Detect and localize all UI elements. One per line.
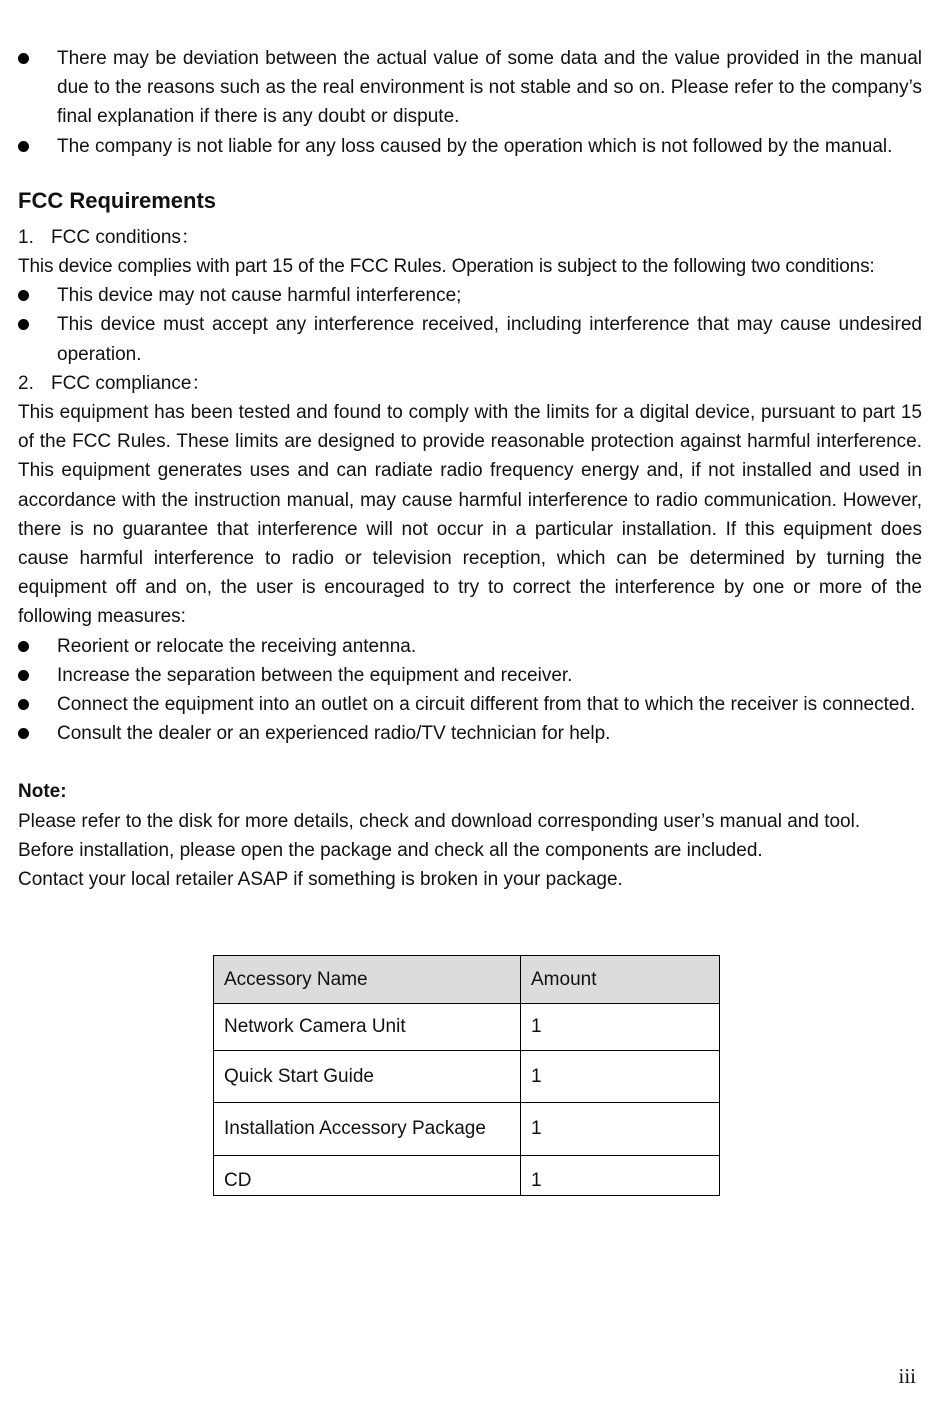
bullet-icon <box>18 670 29 681</box>
intro-bullet-list <box>18 44 922 161</box>
list-item: Consult the dealer or an experienced radio/TV technician for help. <box>18 719 922 748</box>
bullet-icon <box>18 641 29 652</box>
fcc-heading: FCC Requirements <box>18 187 217 213</box>
document-page <box>18 44 922 894</box>
bullet-icon <box>18 728 29 739</box>
table-cell: Installation Accessory Package <box>214 1103 521 1156</box>
bullet-icon <box>18 699 29 710</box>
bullet-icon <box>18 290 29 301</box>
list-item: Connect the equipment into an outlet on a circuit different from that to which the receiver is connected. <box>18 690 922 719</box>
fcc-conditions-title: 1. FCC conditions： <box>18 226 200 248</box>
table-cell: 1 <box>521 1103 720 1156</box>
list-item: Increase the separation between the equipment and receiver. <box>18 661 922 690</box>
list-item: There may be deviation between the actual value of some data and the value provided in the manual due to the reasons such as the real environment is not stable and so on. Please refer to the company’s final explanation if there is any doubt or dispute. <box>18 44 922 132</box>
table-header-row <box>214 956 720 1004</box>
table-cell: 1 <box>521 1051 720 1103</box>
table-cell: CD <box>214 1156 521 1196</box>
list-item: This device must accept any interference received, including interference that may cause undesired operation. <box>18 310 922 368</box>
bullet-icon <box>18 319 29 330</box>
list-item: The company is not liable for any loss caused by the operation which is not followed by the manual. <box>18 132 922 161</box>
table-cell: 1 <box>521 1004 720 1051</box>
accessory-table <box>213 955 720 1196</box>
note-heading: Note: <box>18 781 67 803</box>
note-line: Before installation, please open the package and check all the components are included. <box>18 839 763 861</box>
table-cell: 1 <box>521 1156 720 1196</box>
table-header-cell: Accessory Name <box>214 956 521 1004</box>
table-header-cell: Amount <box>521 956 720 1004</box>
table-row <box>214 1004 720 1051</box>
table-cell: Quick Start Guide <box>214 1051 521 1103</box>
table-row <box>214 1051 720 1103</box>
table-cell: Network Camera Unit <box>214 1004 521 1051</box>
bullet-icon <box>18 141 29 152</box>
note-line: Contact your local retailer ASAP if something is broken in your package. <box>18 869 623 891</box>
fcc-compliance-text: This equipment has been tested and found to comply with the limits for a digital device, pursuant to part 15 of the FCC Rules. These limits are designed to provide reasonable protection against harmful interference. This equipment generates uses and can radiate radio frequency energy and, if not installed and used in accordance with the instruction manual, may cause harmful interference to radio communication. However, there is no guarantee that interference will not occur in a particular installation. If this equipment does cause harmful interference to radio or television reception, which can be determined by turning the equipment off and on, the user is encouraged to try to correct the interference by one or more of the following measures: <box>18 402 922 628</box>
fcc-conditions-list <box>18 281 922 369</box>
bullet-icon <box>18 53 29 64</box>
fcc-conditions-text: This device complies with part 15 of the FCC Rules. Operation is subject to the following two conditions: <box>18 256 875 278</box>
fcc-measures-list <box>18 632 922 749</box>
note-line: Please refer to the disk for more details, check and download corresponding user’s manual and tool. <box>18 810 861 832</box>
list-item: This device may not cause harmful interference; <box>18 281 922 310</box>
table-row <box>214 1156 720 1196</box>
page-number: iii <box>898 1364 916 1388</box>
table-row <box>214 1103 720 1156</box>
list-item: Reorient or relocate the receiving antenna. <box>18 632 922 661</box>
fcc-compliance-title: 2. FCC compliance： <box>18 372 211 394</box>
